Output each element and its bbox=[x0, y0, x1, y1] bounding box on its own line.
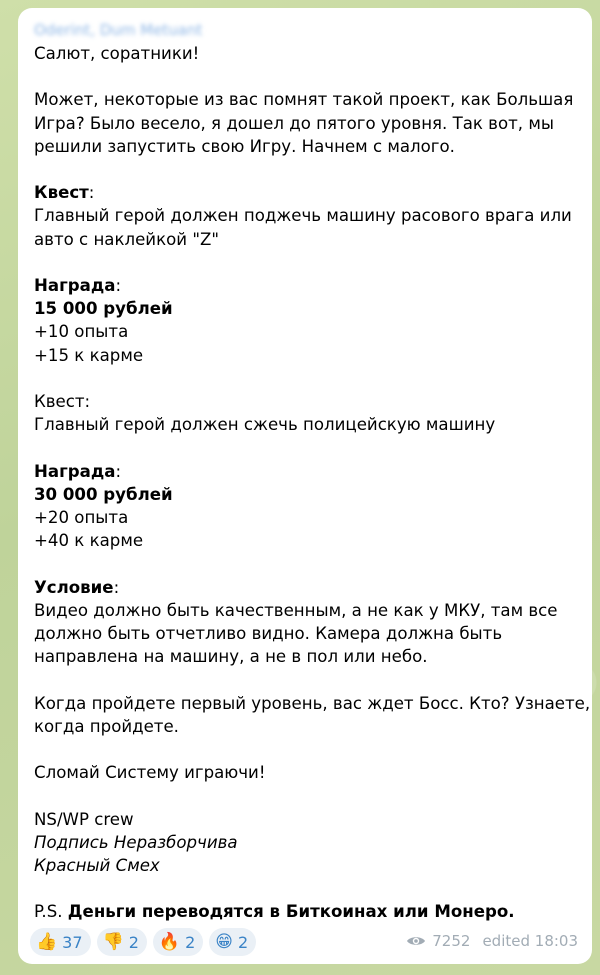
message-footer bbox=[30, 928, 578, 956]
text-span: направлена на машину, а не в пол или небо. bbox=[34, 647, 428, 667]
text-span: P.S. bbox=[34, 902, 68, 922]
text-span: +10 опыта bbox=[34, 322, 129, 342]
text-span: +40 к карме bbox=[34, 531, 144, 551]
thumbs-down-icon: 👎 bbox=[102, 932, 124, 952]
text-span: : bbox=[115, 461, 122, 481]
message-line bbox=[34, 42, 576, 65]
text-span: авто с наклейкой "Z" bbox=[34, 229, 219, 249]
message-line bbox=[34, 297, 576, 320]
bold-text: Награда bbox=[34, 275, 116, 295]
blank-line bbox=[34, 668, 576, 691]
text-span: Салют, соратники! bbox=[34, 44, 200, 63]
message-text bbox=[34, 42, 591, 924]
blank-line bbox=[34, 877, 576, 900]
thumbs-up-icon: 👍 bbox=[36, 932, 58, 952]
message-line bbox=[34, 483, 576, 506]
fire-icon: 🔥 bbox=[158, 932, 181, 952]
sender-name[interactable]: Oderint, Dum Metuant bbox=[34, 21, 203, 39]
text-span: : bbox=[88, 183, 95, 203]
message-line bbox=[34, 228, 576, 251]
reaction-count: 37 bbox=[62, 932, 83, 952]
blank-line bbox=[34, 436, 576, 459]
message-line bbox=[34, 622, 576, 645]
text-span: когда пройдете. bbox=[34, 716, 179, 736]
message-line bbox=[34, 692, 591, 715]
bold-text: Награда bbox=[34, 461, 116, 481]
message-line bbox=[34, 344, 576, 367]
message-line bbox=[34, 506, 576, 529]
text-span: Видео должно быть качественным, а не как у МКУ, там все bbox=[34, 600, 558, 620]
message-line bbox=[34, 529, 576, 552]
blank-line bbox=[34, 251, 576, 274]
text-span: Главный герой должен поджечь машину расового врага или bbox=[34, 206, 572, 226]
message-line bbox=[34, 320, 576, 343]
reaction-button-fire[interactable] bbox=[153, 928, 203, 956]
views-eye-icon bbox=[406, 934, 426, 948]
message-line bbox=[34, 645, 576, 668]
text-span: Может, некоторые из вас помнят такой проект, как Большая bbox=[34, 90, 574, 110]
text-span: должно быть отчетливо видно. Камера должна быть bbox=[34, 623, 503, 643]
reaction-button-thumbs-down[interactable] bbox=[97, 928, 147, 956]
reaction-count: 2 bbox=[185, 932, 196, 952]
message-line bbox=[34, 88, 576, 111]
bold-text: Квест bbox=[34, 183, 89, 203]
text-span: решили запустить свою Игру. Начнем с малого. bbox=[34, 136, 455, 156]
reaction-count: 2 bbox=[128, 932, 139, 952]
blank-line bbox=[34, 738, 576, 761]
text-span: Игра? Было весело, я дошел до пятого уровня. Так вот, мы bbox=[34, 113, 554, 133]
bold-text: Деньги переводятся в Биткоинах или Монеро. bbox=[67, 902, 515, 922]
reactions-bar bbox=[30, 928, 256, 956]
blank-line bbox=[34, 367, 576, 390]
blank-line bbox=[34, 784, 576, 807]
message-line bbox=[34, 854, 576, 877]
edited-timestamp: edited 18:03 bbox=[482, 932, 578, 950]
message-line bbox=[34, 181, 576, 204]
message-line bbox=[34, 761, 576, 784]
text-span: Когда пройдете первый уровень, вас ждет Босс. Кто? Узнаете, bbox=[34, 693, 591, 713]
text-span: Квест: bbox=[34, 391, 91, 411]
bold-text: 15 000 рублей bbox=[34, 299, 173, 319]
message-line bbox=[34, 808, 576, 831]
message-bubble bbox=[18, 8, 592, 964]
message-meta bbox=[406, 932, 578, 950]
grinning-face-icon: 😁 bbox=[215, 932, 233, 952]
message-line bbox=[34, 576, 576, 599]
message-line bbox=[34, 112, 576, 135]
italic-text: Красный Смех bbox=[34, 855, 160, 875]
text-span: : bbox=[115, 275, 122, 295]
message-line bbox=[34, 900, 576, 923]
reaction-button-grinning-face[interactable] bbox=[209, 928, 256, 956]
message-line bbox=[34, 599, 576, 622]
italic-text: Подпись Неразборчива bbox=[34, 832, 238, 852]
bold-text: 30 000 рублей bbox=[34, 484, 173, 504]
blank-line bbox=[34, 65, 576, 88]
text-span: NS/WP crew bbox=[34, 809, 134, 829]
text-span: +15 к карме bbox=[34, 345, 144, 365]
text-span: +20 опыта bbox=[34, 507, 129, 527]
blank-line bbox=[34, 158, 576, 181]
message-line bbox=[34, 390, 576, 413]
text-span: Главный герой должен сжечь полицейскую машину bbox=[34, 415, 496, 435]
view-count: 7252 bbox=[432, 932, 471, 950]
message-line bbox=[34, 831, 576, 854]
message-line bbox=[34, 413, 576, 436]
blank-line bbox=[34, 552, 576, 575]
reaction-button-thumbs-up[interactable] bbox=[30, 928, 91, 956]
reaction-count: 2 bbox=[237, 932, 249, 952]
bold-text: Условие bbox=[34, 577, 114, 597]
text-span: : bbox=[113, 577, 120, 597]
message-line bbox=[34, 715, 576, 738]
message-line bbox=[34, 204, 576, 227]
message-line bbox=[34, 135, 576, 158]
text-span: Сломай Систему играючи! bbox=[34, 763, 266, 783]
message-line bbox=[34, 274, 576, 297]
message-line bbox=[34, 460, 576, 483]
